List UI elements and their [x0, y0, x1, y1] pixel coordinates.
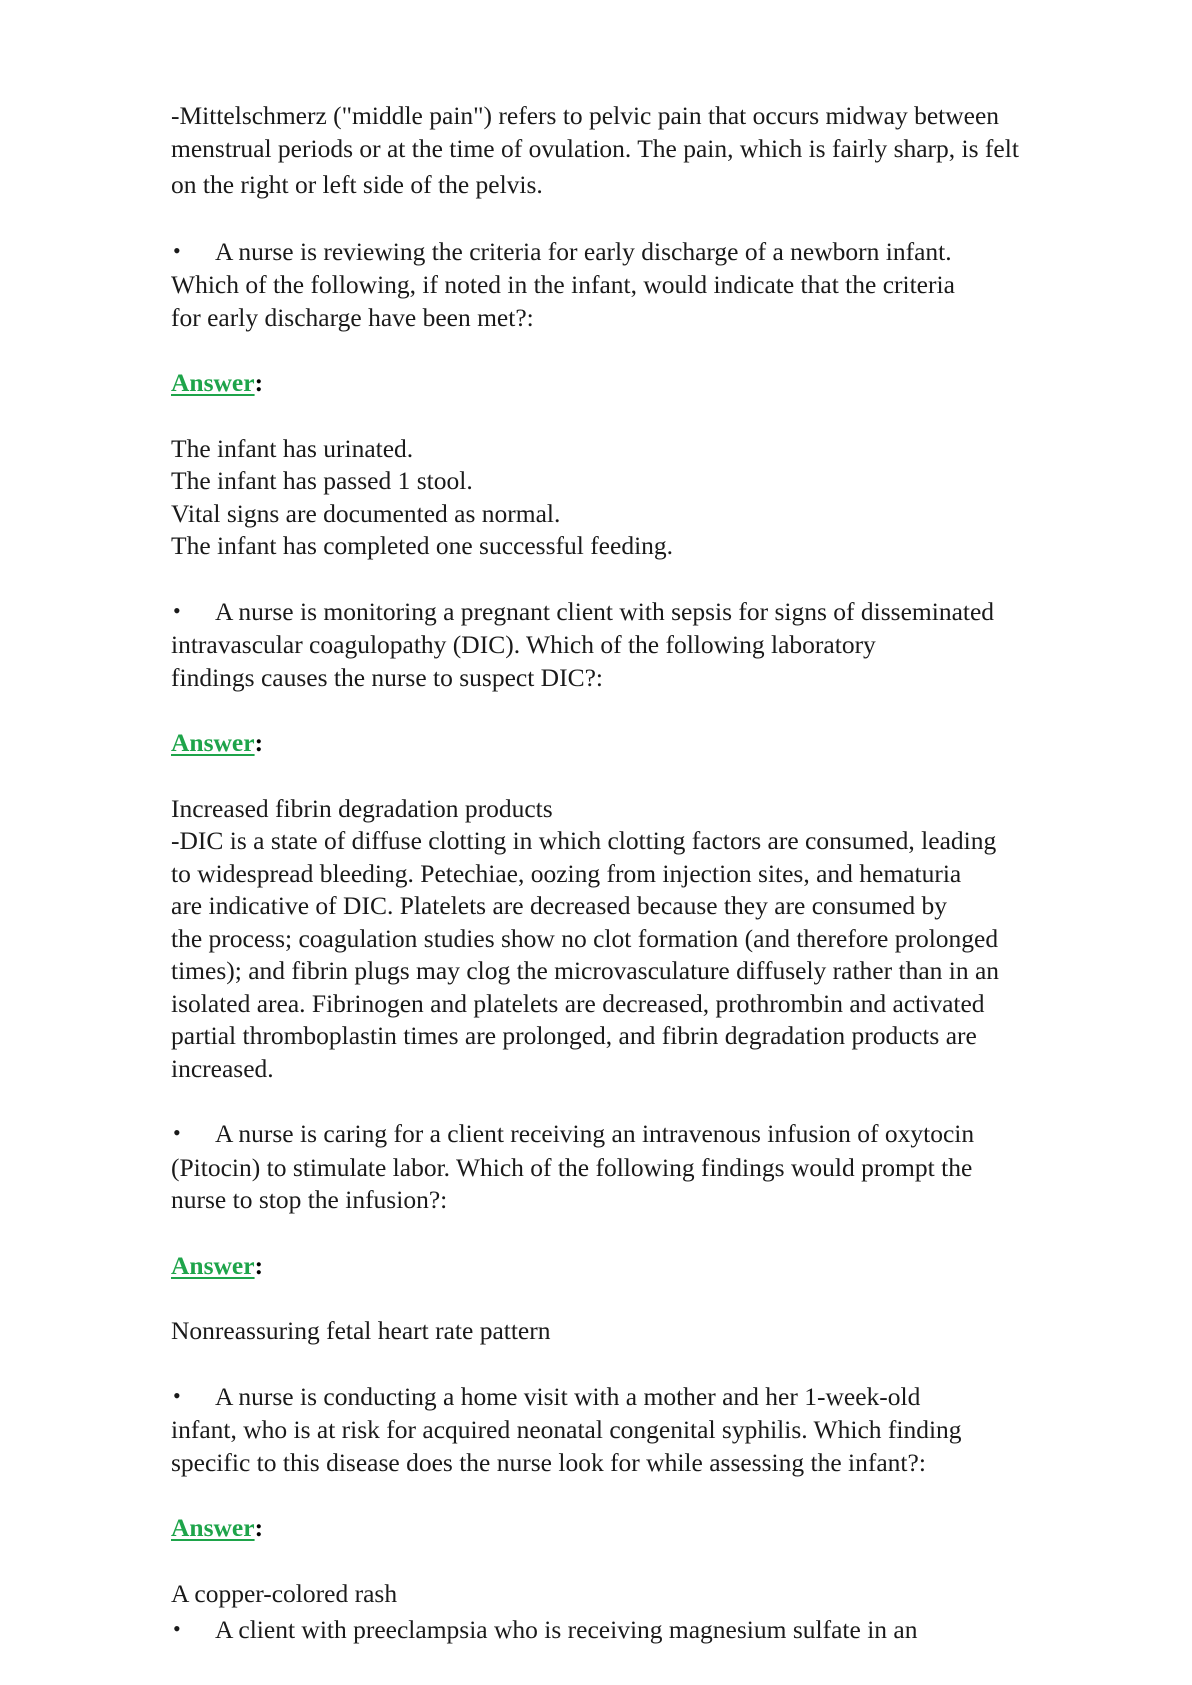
answer-4 [171, 1578, 1131, 1611]
answer-line: Vital signs are documented as normal. [171, 498, 561, 528]
intro-line: menstrual periods or at the time of ovulation. The pain, which is fairly sharp, is felt [171, 133, 1019, 163]
bullet-icon: • [173, 1382, 181, 1408]
answer-line: The infant has completed one successful feeding. [171, 531, 674, 560]
answer-line: isolated area. Fibrinogen and platelets are decreased, prothrombin and activated [171, 988, 985, 1018]
question-line: specific to this disease does the nurse look for while assessing the infant?: [171, 1447, 926, 1477]
answer-line: are indicative of DIC. Platelets are decreased because they are consumed by [171, 891, 947, 920]
bullet-icon: • [173, 237, 181, 263]
answer-line: The infant has passed 1 stool. [171, 466, 473, 495]
intro-line: -Mittelschmerz ("middle pain") refers to pelvic pain that occurs midway between [171, 101, 1000, 130]
question-3 [171, 1118, 1131, 1217]
question-line: nurse to stop the infusion?: [171, 1185, 448, 1214]
answer-line: The infant has urinated. [171, 433, 414, 463]
answer-line: the process; coagulation studies show no clot formation (and therefore prolonged [171, 923, 999, 953]
bullet-icon: • [173, 1120, 181, 1145]
question-line: (Pitocin) to stimulate labor. Which of the following findings would prompt the [171, 1152, 973, 1182]
question-line: • A nurse is monitoring a pregnant client with sepsis for signs of disseminated [173, 596, 995, 626]
question-line: Which of the following, if noted in the infant, would indicate that the criteria [171, 270, 955, 299]
answer-line: partial thromboplastin times are prolonged, and fibrin degradation products are [171, 1021, 977, 1050]
answer-label: Answer: [171, 728, 264, 757]
answer-3 [171, 1315, 1131, 1348]
question-line: • A client with preeclampsia who is receiving magnesium sulfate in an [173, 1615, 918, 1644]
answer-line: to widespread bleeding. Petechiae, oozing from injection sites, and hematuria [171, 858, 962, 888]
question-line: intravascular coagulopathy (DIC). Which of the following laboratory [171, 630, 876, 659]
answer-line: increased. [171, 1053, 274, 1083]
question-1 [171, 236, 1131, 335]
answer-line: Increased fibrin degradation products [171, 793, 553, 823]
intro-paragraph [171, 100, 1131, 202]
answer-label: Answer: [171, 368, 264, 397]
bullet-icon: • [173, 1616, 181, 1641]
question-line: for early discharge have been met?: [171, 302, 534, 332]
answer-line: -DIC is a state of diffuse clotting in which clotting factors are consumed, leading [171, 826, 997, 855]
answer-label: Answer: [171, 1513, 264, 1542]
intro-line: on the right or left side of the pelvis. [171, 170, 543, 199]
question-line: infant, who is at risk for acquired neonatal congenital syphilis. Which finding [171, 1415, 962, 1444]
question-2 [171, 596, 1131, 695]
question-line: • A nurse is conducting a home visit with a mother and her 1-week-old [173, 1381, 921, 1411]
document-page [171, 100, 1131, 1648]
answer-2 [171, 793, 1131, 1086]
answer-label: Answer: [171, 1250, 264, 1280]
question-line: • A nurse is reviewing the criteria for early discharge of a newborn infant. [173, 236, 952, 266]
question-line: findings causes the nurse to suspect DIC?: [171, 662, 603, 692]
question-4 [171, 1381, 1131, 1480]
question-5 [171, 1614, 1131, 1648]
answer-1 [171, 433, 1131, 563]
answer-line: Nonreassuring fetal heart rate pattern [171, 1316, 551, 1345]
question-line: • A nurse is caring for a client receiving an intravenous infusion of oxytocin [173, 1119, 975, 1148]
answer-line: A copper-colored rash [171, 1578, 398, 1608]
answer-line: times); and fibrin plugs may clog the microvasculature diffusely rather than in an [171, 956, 1000, 985]
bullet-icon: • [173, 597, 181, 623]
